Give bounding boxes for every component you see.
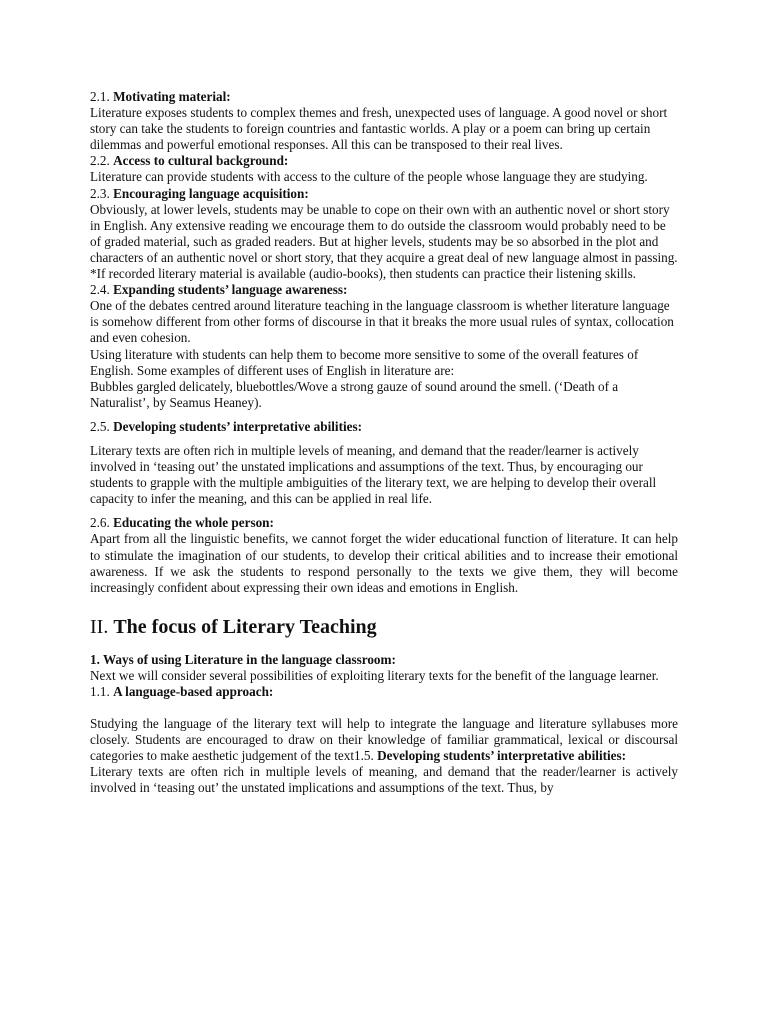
section-title: Educating the whole person: [113,515,274,531]
paragraph: Apart from all the linguistic benefits, we cannot forget the wider educational function of literature. It can help to stimulate the imagination of our students, to develop their critical abilities and to increase their emotional awareness. If we ask the students to respond personally to the texts we give them, they will become increasingly confident about expressing their own ideas and emotions in English. [90,531,678,595]
section-title: The focus of Literary Teaching [113,615,377,638]
paragraph: Literature exposes students to complex themes and fresh, unexpected uses of language. A good novel or short story can take the students to foreign countries and fantastic worlds. A play or a poem can bring up certain dilemmas and powerful emotional responses. All this can be transposed to their real lives. [90,105,668,153]
note-paragraph: *If recorded literary material is available (audio-books), then students can practice their listening skills. [90,266,636,282]
section-title: Access to cultural background: [113,153,289,169]
section-title: Expanding students’ language awareness: [113,282,348,298]
heading-2-2 [90,153,678,169]
section-title: A language-based approach: [113,684,274,699]
section-number: 2.4. [90,282,114,298]
paragraph: Using literature with students can help them to become more sensitive to some of the overall features of English. Some examples of different uses of English in literature are: [90,346,639,378]
inline-section-title: Developing students’ interpretative abilities: [377,748,627,764]
document-page [90,89,678,797]
heading-2-3 [90,186,678,202]
section-number: II. [90,615,114,638]
paragraph: Next we will consider several possibilities of exploiting literary texts for the benefit of the language learner. [90,667,659,683]
spacer [90,700,678,716]
section-title: Encouraging language acquisition: [113,185,309,201]
section-number: 2.6. [90,515,114,531]
paragraph: Literary texts are often rich in multiple levels of meaning, and demand that the reader/learner is actively involved in ‘teasing out’ the unstated implications and assumptions of the text. Thus, by [90,764,678,796]
heading-2-6 [90,515,678,531]
section-title: Motivating material: [113,89,231,104]
heading-1 [90,652,678,668]
section-title: 1. Ways of using Literature in the language classroom: [90,651,396,667]
heading-1-1 [90,684,678,700]
section-title: Developing students’ interpretative abilities: [113,418,363,434]
paragraph: Obviously, at lower levels, students may be unable to cope on their own with an authentic novel or short story in English. Any extensive reading we encourage them to do outside the classroom would probably need to be of graded material, such as graded readers. But at higher levels, students may be so absorbed in the plot and characters of an authentic novel or short story, that they acquire a great deal of new language almost in passing. [90,201,678,265]
heading-2-5 [90,419,678,435]
example-quote: Bubbles gargled delicately, bluebottles/Wove a strong gauze of sound around the smell. (‘Death of a Naturalist’, by Seamus Heaney). [90,378,619,410]
paragraph: Literary texts are often rich in multiple levels of meaning, and demand that the reader/learner is actively involved in ‘teasing out’ the unstated implications and assumptions of the text. Thus, by encouraging our students to grapple with the multiple ambiguities of the literary text, we are helping to develop their overall capacity to infer the meaning, and this can be applied in real life. [90,442,657,507]
heading-2-4 [90,282,678,298]
paragraph: One of the debates centred around literature teaching in the language classroom is whether literature language is somehow different from other forms of discourse in that it breaks the more usual rules of syntax, collocation and even cohesion. [90,298,674,346]
section-number: 1.1. [90,684,114,699]
section-number: 2.3. [90,185,114,201]
section-number: 2.2. [90,153,114,169]
paragraph: Literature can provide students with access to the culture of the people whose language they are studying. [90,169,648,185]
heading-2-1 [90,89,678,105]
section-number: 2.1. [90,89,114,104]
paragraph-text: Studying the language of the literary text will help to integrate the language and literature syllabuses more closely. Students are encouraged to draw on their knowledge of familiar grammatical, lexical or discoursal categories to make aesthetic judgement of the text1.5. [90,716,678,764]
section-heading-ii [90,614,678,640]
section-number: 2.5. [90,418,114,434]
paragraph [90,716,678,764]
